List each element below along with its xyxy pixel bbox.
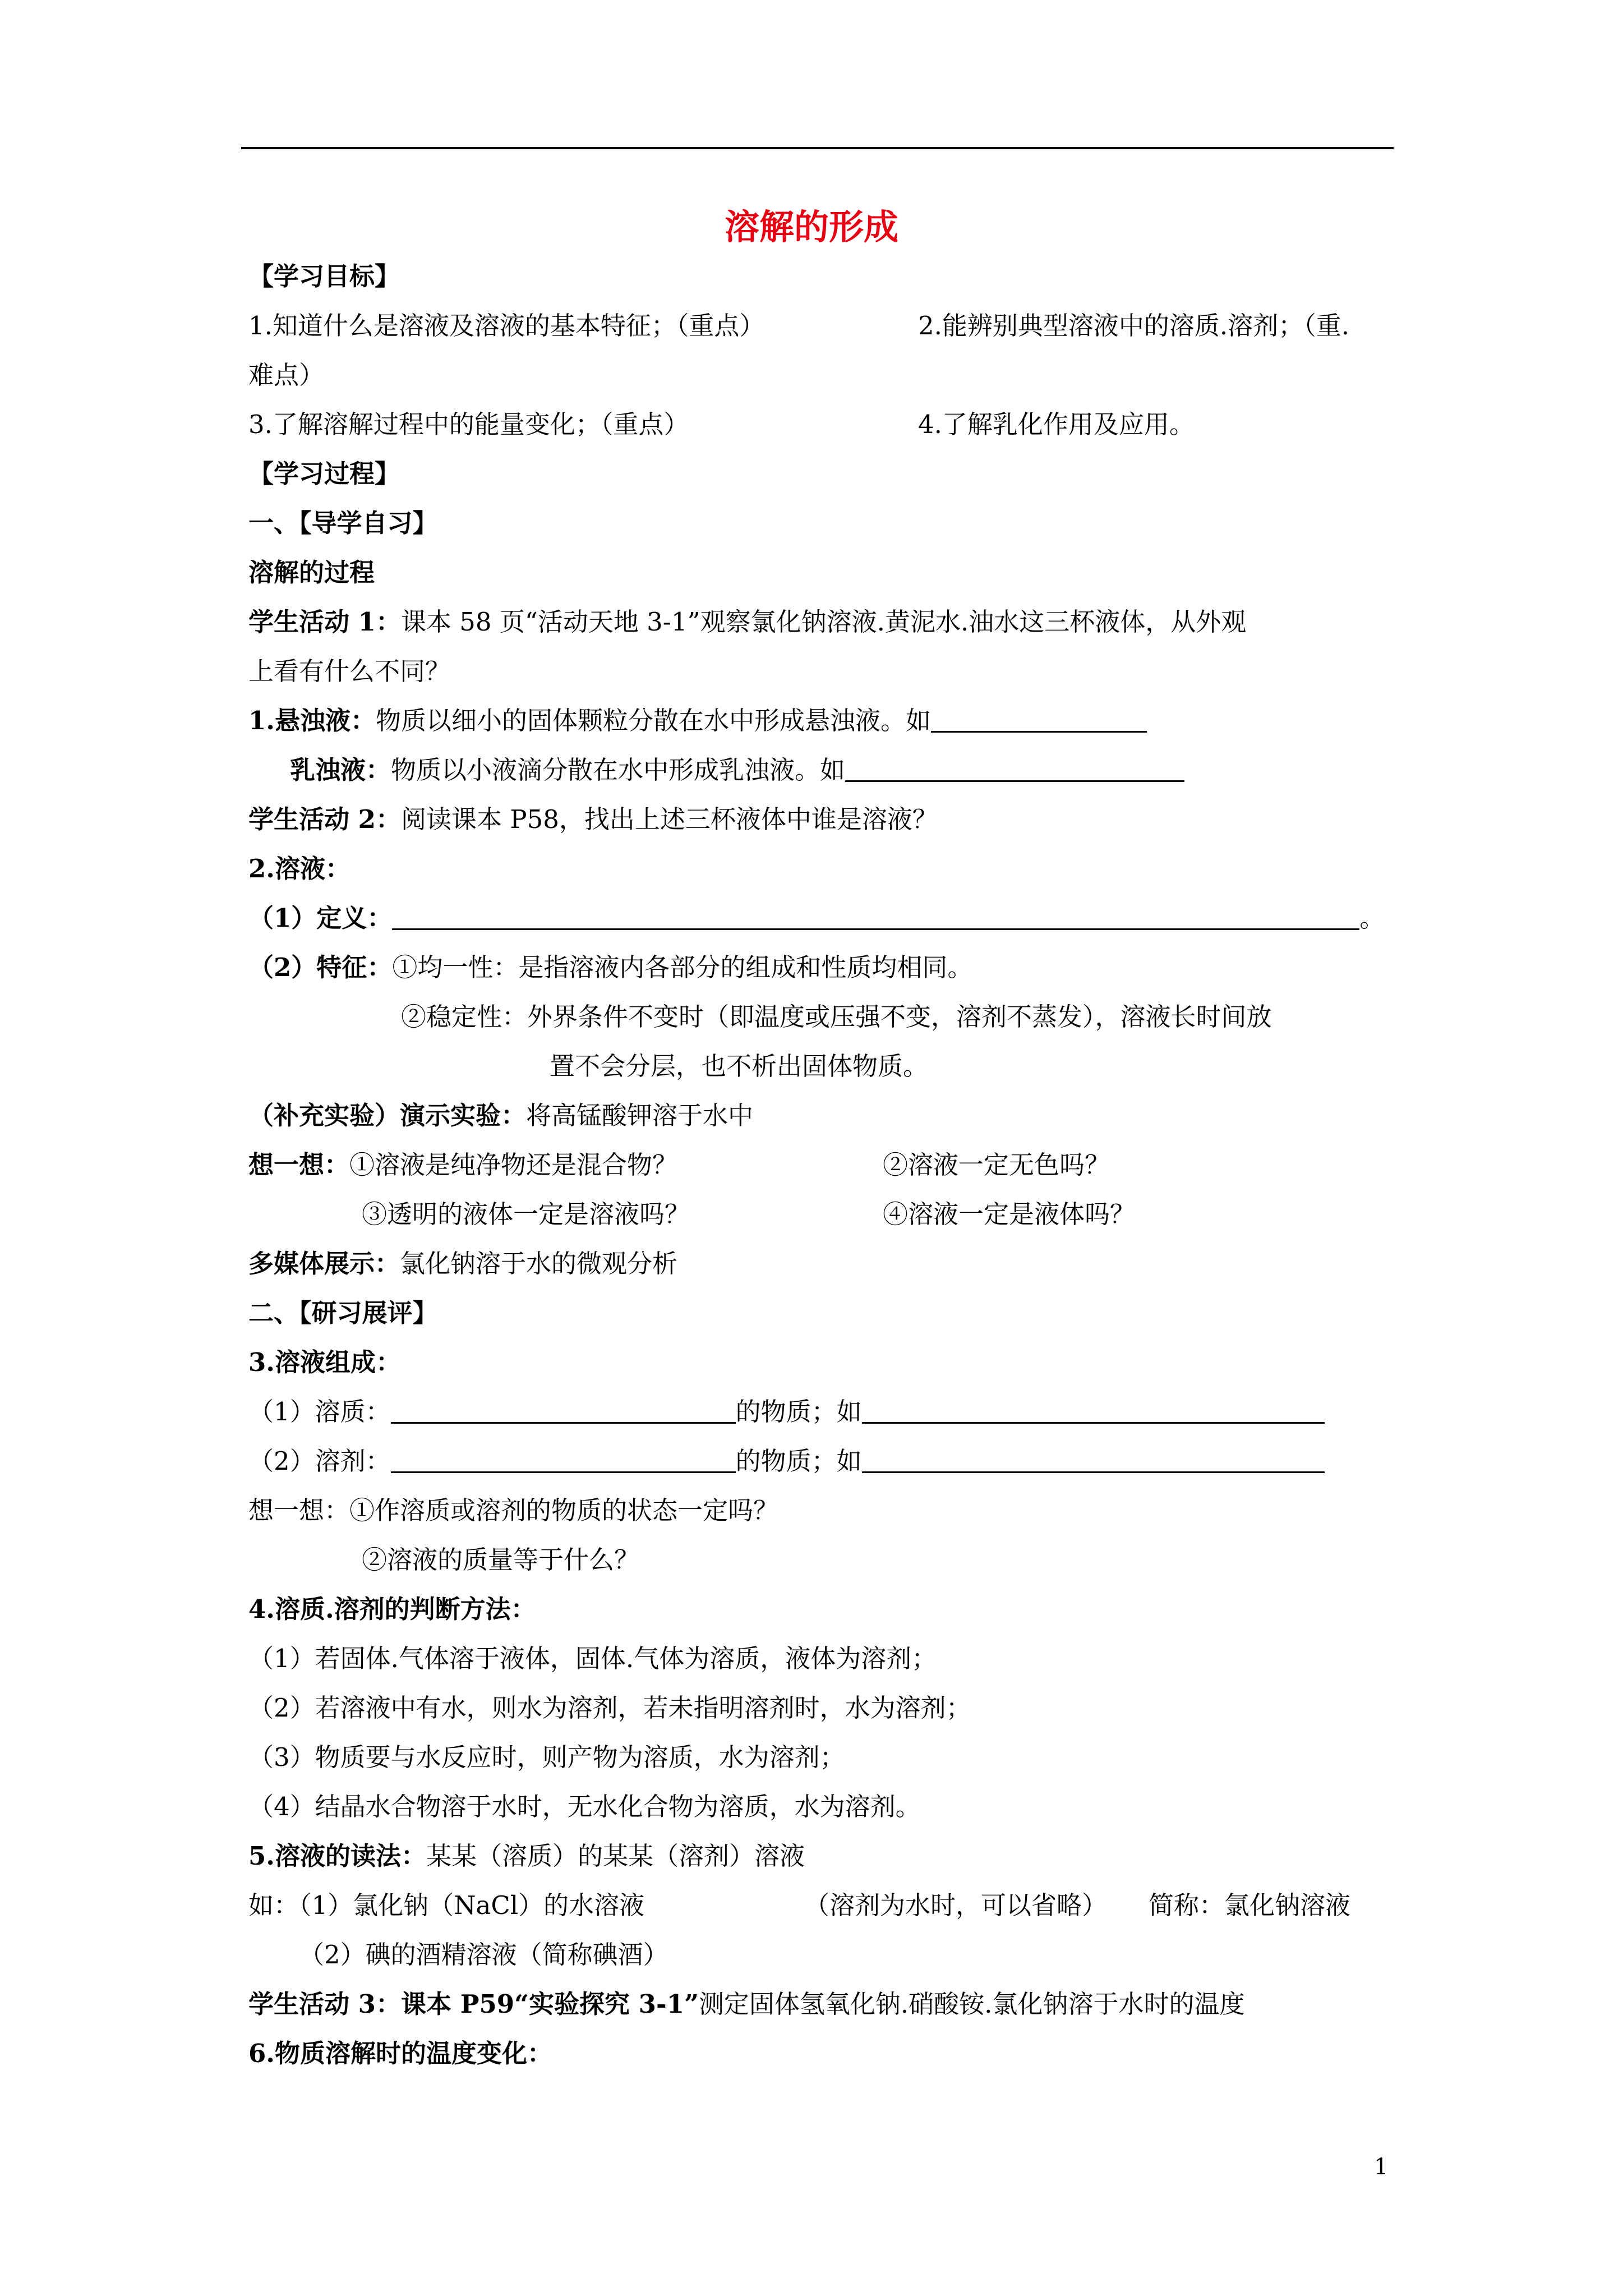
solute-of-substance: 的物质；如 (735, 1397, 862, 1427)
feature-label: （2）特征： (248, 953, 393, 982)
example-1c: 简称：氯化钠溶液 (1149, 1890, 1351, 1920)
question-1: ①溶液是纯净物还是混合物？ (349, 1150, 678, 1180)
suspension-line (248, 704, 1147, 738)
activity-2 (248, 803, 938, 836)
emulsion-blank (845, 754, 1184, 782)
goal-1: 1.知道什么是溶液及溶液的基本特征；（重点） (248, 311, 765, 341)
solvent-of-substance: 的物质；如 (735, 1446, 862, 1476)
reading-label: 5.溶液的读法： (248, 1841, 426, 1871)
goal-4: 4.了解乳化作用及应用。 (918, 409, 1195, 439)
composition-heading: 3.溶液组成： (248, 1347, 401, 1377)
think-label: 想一想： (248, 1150, 350, 1180)
suspension-label: 1.悬浊液： (248, 706, 376, 735)
judge-heading: 4.溶质.溶剂的判断方法： (248, 1594, 536, 1624)
think-question-2: ②溶液的质量等于什么？ (362, 1545, 640, 1575)
header-rule (241, 147, 1394, 149)
activity-1-continued: 上看有什么不同？ (248, 656, 451, 686)
section-1-heading: 一、【导学自习】 (248, 508, 438, 538)
solute-line (248, 1395, 1325, 1429)
reading-text: 某某（溶质）的某某（溶剂）溶液 (426, 1841, 805, 1871)
activity-3-text: 测定固体氢氧化钠.硝酸铵.氯化钠溶于水时的温度 (698, 1989, 1245, 2019)
solution-heading: 2.溶液： (248, 854, 351, 884)
reading-line (248, 1839, 805, 1873)
activity-3-label: 学生活动 3：课本 P59“实验探究 3-1” (248, 1989, 699, 2019)
solvent-label: （2）溶剂： (248, 1446, 391, 1476)
definition-end: 。 (1359, 903, 1385, 933)
section-2-heading: 二、【研习展评】 (248, 1298, 438, 1328)
activity-2-label: 学生活动 2： (248, 804, 401, 834)
feature-1: ①均一性：是指溶液内各部分的组成和性质均相同。 (392, 953, 973, 982)
suspension-blank (931, 705, 1147, 733)
judge-rule-2: （2）若溶液中有水，则水为溶剂，若未指明溶剂时，水为溶剂； (248, 1693, 971, 1723)
question-3: ③透明的液体一定是溶液吗？ (362, 1199, 690, 1229)
experiment-text: 将高锰酸钾溶于水中 (526, 1101, 754, 1130)
definition-label: （1）定义： (248, 903, 393, 933)
solute-label: （1）溶质： (248, 1397, 391, 1427)
feature-line (248, 951, 972, 984)
solvent-example-blank (862, 1446, 1325, 1473)
experiment-label: （补充实验）演示实验： (248, 1101, 527, 1130)
think-label-2: 想一想： (248, 1496, 350, 1525)
solute-example-blank (862, 1396, 1325, 1424)
media-line (248, 1247, 677, 1281)
page-number: 1 (1374, 2154, 1389, 2180)
media-label: 多媒体展示： (248, 1249, 400, 1278)
activity-1-label: 学生活动 1： (248, 607, 401, 637)
think-line-1 (248, 1148, 677, 1182)
judge-rule-4: （4）结晶水合物溶于水时，无水化合物为溶质，水为溶剂。 (248, 1792, 921, 1821)
dissolve-process-heading: 溶解的过程 (248, 558, 375, 587)
process-heading: 【学习过程】 (248, 459, 400, 489)
emulsion-line (290, 753, 1184, 787)
question-4: ④溶液一定是液体吗？ (883, 1199, 1136, 1229)
think-question-1: ①作溶质或溶剂的物质的状态一定吗？ (349, 1496, 779, 1525)
solvent-line (248, 1444, 1325, 1478)
goal-2: 2.能辨别典型溶液中的溶质.溶剂；（重. (918, 311, 1350, 341)
goals-heading: 【学习目标】 (248, 261, 400, 291)
example-2: （2）碘的酒精溶液（简称碘酒） (299, 1940, 668, 1970)
question-2: ②溶液一定无色吗？ (883, 1150, 1110, 1180)
goal-3: 3.了解溶解过程中的能量变化；（重点） (248, 409, 689, 439)
solute-blank (391, 1396, 736, 1424)
feature-2: ②稳定性：外界条件不变时（即温度或压强不变，溶剂不蒸发），溶液长时间放 (401, 1002, 1272, 1032)
example-1b: （溶剂为水时，可以省略） (804, 1890, 1108, 1920)
feature-2-continued: 置不会分层，也不析出固体物质。 (550, 1051, 929, 1081)
suspension-text: 物质以细小的固体颗粒分散在水中形成悬浊液。如 (375, 706, 931, 735)
goal-2-continued: 难点） (248, 360, 325, 390)
page-title: 溶解的形成 (724, 206, 898, 247)
emulsion-text: 物质以小液滴分散在水中形成乳浊液。如 (391, 755, 846, 785)
judge-rule-3: （3）物质要与水反应时，则产物为溶质，水为溶剂； (248, 1742, 845, 1772)
media-text: 氯化钠溶于水的微观分析 (400, 1249, 678, 1278)
example-1a: 如：（1）氯化钠（NaCl）的水溶液 (248, 1890, 645, 1920)
definition-line (248, 901, 1385, 935)
judge-rule-1: （1）若固体.气体溶于液体，固体.气体为溶质，液体为溶剂； (248, 1644, 937, 1673)
think-line-2 (248, 1494, 778, 1527)
activity-2-text: 阅读课本 P58，找出上述三杯液体中谁是溶液？ (400, 804, 938, 834)
activity-3 (248, 1987, 1244, 2021)
activity-1-text: 课本 58 页“活动天地 3-1”观察氯化钠溶液.黄泥水.油水这三杯液体，从外观 (400, 607, 1247, 637)
solvent-blank (391, 1446, 736, 1473)
definition-blank (392, 903, 1359, 930)
activity-1 (248, 605, 1246, 639)
emulsion-label: 乳浊液： (290, 755, 391, 785)
temperature-heading: 6.物质溶解时的温度变化： (248, 2039, 552, 2068)
experiment-line (248, 1099, 753, 1133)
